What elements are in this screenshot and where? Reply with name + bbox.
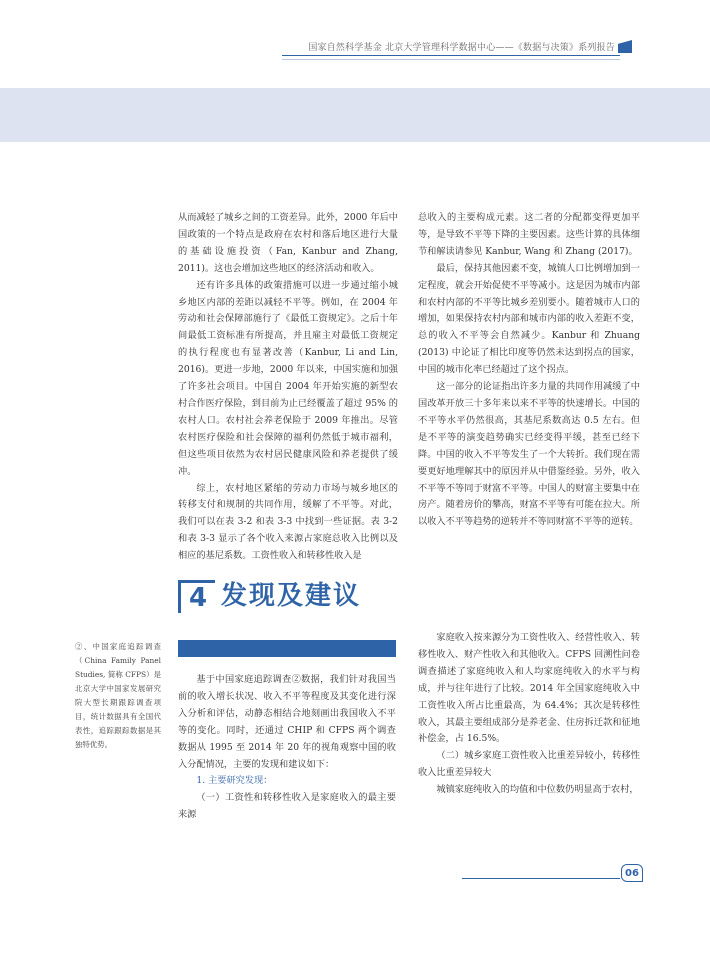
subheading: 1. 主要研究发现： — [196, 775, 273, 787]
paragraph: 基于中国家庭追踪调查②数据，我们针对我国当前的收入增长状况、收入不平等程度及其变化进行深入分析和评估，动静态相结合地刻画出我国收入不平等的变化。同时，还通过 CHIP 和 CFPS 两个调查数据从 1995 至 2014 年 20 年的视角观察中国的收入分配情况，主要的发现和建议如下： — [178, 674, 396, 770]
paragraph: 总收入的主要构成元素。这二者的分配都变得更加平等，是导致不平等下降的主要因素。这些计算的具体细节和解读请参见 Kanbur, Wang 和 Zhang (2017)。 — [418, 212, 640, 257]
section-bar — [178, 640, 396, 657]
column-bottom-right — [418, 630, 640, 799]
column-top-left — [178, 210, 398, 565]
section-number: 4 — [188, 582, 208, 613]
paragraph: 家庭收入按来源分为工资性收入、经营性收入、转移性收入、财产性收入和其他收入。CFPS 回溯性问卷调查描述了家庭纯收入和人均家庭纯收入的水平与构成，并与往年进行了比较。2014 年全国家庭纯收入中工资性收入所占比重最高，为 64.4%；其次是转移性收入，其最主要组成部分是养老金、住房拆迁款和征地补偿金，占 16.5%。 — [418, 632, 640, 745]
header-banner — [0, 88, 710, 142]
header-book-icon — [618, 40, 632, 53]
section-heading — [178, 578, 361, 614]
paragraph: 这一部分的论证指出许多力量的共同作用减缓了中国改革开放三十多年来以来不平等的快速增长。中国的不平等水平仍然很高，其基尼系数高达 0.5 左右。但是不平等的演变趋势确实已经变得平缓，甚至已经下降。中国的收入不平等发生了一个大转折。我们现在需要更好地理解其中的原因并从中借鉴经验。另外，收入不平等不等同于财富不平等。中国人的财富主要集中在房产。随着房价的攀高，财富不平等有可能在拉大。所以收入不平等趋势的逆转并不等同财富不平等的逆转。 — [418, 381, 640, 528]
footer-divider — [462, 878, 620, 879]
footnote: ②、中国家庭追踪调查（China Family Panel Studies, 简称 CFPS）是北京大学中国家发展研究院大型长期跟踪调查项目，统计数据具有全国代表性，追踪跟踪数据是其独特优势。 — [75, 642, 161, 749]
header-title: 国家自然科学基金 北京大学管理科学数据中心——《数据与决策》系列报告 — [308, 43, 615, 53]
paragraph: 最后，保持其他因素不变，城镇人口比例增加到一定程度，就会开始促使不平等减小。这是因为城市内部和农村内部的不平等比城乡差别要小。随着城市人口的增加，如果保持农村内部和城市内部的收入差距不变，总的收入不平等会自然减少。Kanbur 和 Zhuang (2013) 中论证了相比印度等仍然未达到拐点的国家，中国的城市化率已经超过了这个拐点。 — [418, 262, 640, 376]
column-bottom-left — [178, 672, 396, 824]
section-title: 发现及建议 — [221, 581, 362, 611]
paragraph: 还有许多具体的政策措施可以进一步通过缩小城乡地区内部的差距以减轻不平等。例如，在 2004 年劳动和社会保障部施行了《最低工资规定》。之后十年间最低工资标准有所提高，并且雇主对最低工资规定的执行程度也有显著改善（Kanbur, Li and Lin, 2016)。更进一步地，2000 年以来，中国实施和加强了许多社会项目。中国自 2004 年开始实施的新型农村合作医疗保险，到目前为止已经覆盖了超过 95% 的农村人口。农村社会养老保险于 2009 年推出。尽管农村医疗保险和社会保障的福利仍然低于城市福利，但这些项目依然为农村居民健康风险和养老提供了缓冲。 — [178, 279, 398, 477]
paragraph: 城镇家庭纯收入的均值和中位数仍明显高于农村， — [436, 784, 639, 796]
header-divider — [282, 55, 620, 56]
paragraph: （二）城乡家庭工资性收入比重差异较小，转移性收入比重差异较大 — [418, 750, 640, 779]
paragraph: （一）工资性和转移性收入是家庭收入的最主要来源 — [178, 792, 396, 821]
section-number-box — [178, 580, 215, 613]
paragraph: 从而减轻了城乡之间的工资差异。此外，2000 年后中国政策的一个特点是政府在农村和落后地区进行大量的基础设施投资（Fan, Kanbur and Zhang, 2011)。这也会增加这些地区的经济活动和收入。 — [178, 212, 398, 274]
paragraph: 综上，农村地区紧缩的劳动力市场与城乡地区的转移支付和规制的共同作用，缓解了不平等。对此，我们可以在表 3-2 和表 3-3 中找到一些证据。表 3-2 和表 3-3 显示了各个收入来源占家庭总收入比例以及相应的基尼系数。工资性收入和转移性收入是 — [178, 482, 398, 562]
page-number: 06 — [621, 864, 643, 882]
column-top-right — [418, 210, 640, 531]
header-divider-light — [282, 59, 620, 60]
